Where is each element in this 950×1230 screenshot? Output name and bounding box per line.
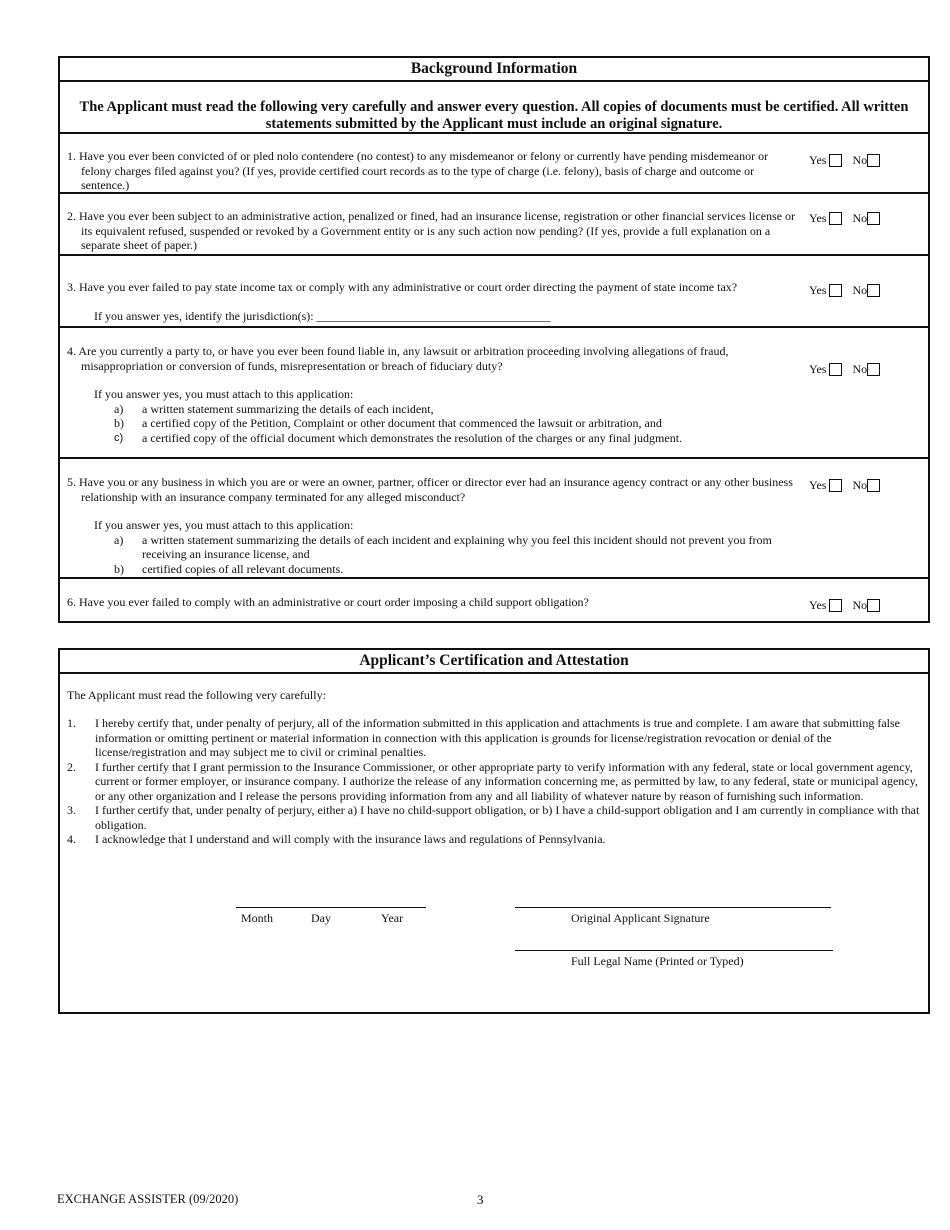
list-text: a certified copy of the official document which demonstrates the resolution of the charges or any final judgment. — [142, 430, 683, 445]
no-checkbox[interactable] — [867, 479, 880, 492]
yes-checkbox[interactable] — [829, 599, 842, 612]
yes-no-answer — [809, 282, 899, 298]
background-information-section — [58, 56, 930, 623]
printed-name-label: Full Legal Name (Printed or Typed) — [571, 954, 744, 968]
question-text: 5. Have you or any business in which you are or were an owner, partner, officer or director ever had an insurance agency contract or any other business relationship with an insurance company terminated for any alleged misconduct? — [67, 475, 793, 504]
list-item — [94, 533, 784, 562]
certification-intro: The Applicant must read the following very carefully: — [67, 688, 326, 702]
item-number: 2. — [67, 759, 76, 774]
question-text: 2. Have you ever been subject to an administrative action, penalized or fined, had an insurance license, registration or other financial services license or its equivalent refused, suspended or revoked by a Government entity or is any such action now pending? (If yes, provide a full explanation on a separate sheet of paper.) — [67, 209, 796, 252]
question-text: 1. Have you ever been convicted of or pled nolo contendere (no contest) to any misdemeanor or felony or currently have pending misdemeanor or felony charges filed against you? (If yes, provide certified court records as to the type of charge (i.e. felony), basis of charge and outcome or sentence.) — [67, 149, 769, 192]
yes-label: Yes — [809, 362, 827, 376]
yes-label: Yes — [809, 598, 827, 612]
yes-no-answer — [809, 361, 899, 377]
question-text: 3. Have you ever failed to pay state income tax or comply with any administrative or court order directing the payment of state income tax? — [67, 280, 738, 294]
page-number: 3 — [477, 1192, 484, 1207]
list-text: a certified copy of the Petition, Complaint or other document that commenced the lawsuit or arbitration, and — [142, 416, 662, 430]
item-text: I acknowledge that I understand and will comply with the insurance laws and regulations of Pennsylvania. — [95, 832, 606, 846]
certification-item — [67, 716, 923, 760]
yes-checkbox[interactable] — [829, 154, 842, 167]
list-text: a written statement summarizing the details of each incident, — [142, 401, 434, 416]
list-marker: a) — [114, 532, 124, 547]
attachment-intro: If you answer yes, you must attach to this application: — [94, 518, 354, 532]
yes-checkbox[interactable] — [829, 212, 842, 225]
item-text: I further certify that, under penalty of perjury, either a) I have no child-support obligation, or b) I have a child-support obligation and I am currently in compliance with that obligation. — [95, 803, 920, 832]
form-identifier: EXCHANGE ASSISTER (09/2020) — [57, 1192, 239, 1206]
no-label: No — [852, 478, 868, 492]
list-marker: a) — [114, 401, 124, 416]
no-checkbox[interactable] — [867, 599, 880, 612]
yes-label: Yes — [809, 283, 827, 297]
attachment-requirements — [94, 387, 784, 445]
day-label: Day — [311, 911, 331, 925]
certification-item — [67, 803, 923, 832]
item-number: 4. — [67, 832, 76, 846]
question-text: 4. Are you currently a party to, or have you ever been found liable in, any lawsuit or arbitration proceeding involving allegations of fraud, misappropriation or conversion of funds, misrepresentation or breach of fiduciary duty? — [67, 344, 729, 373]
section-intro: The Applicant must read the following very carefully and answer every question. All copies of documents must be certified. All written statements submitted by the Applicant must include an original signature. — [60, 82, 928, 134]
item-text: I further certify that I grant permission to the Insurance Commissioner, or other appropriate party to verify information with any federal, state or local government agency, current or former employer, or insurance company. I authorize the release of any information concerning me, as permitted by law, to any federal, state or municipal agency, or any other organization and I release the persons providing information from any and all liability of whatever nature by reason of furnishing such information. — [95, 759, 918, 803]
no-label: No — [852, 211, 868, 225]
list-marker: b) — [114, 416, 124, 430]
attachment-requirements — [94, 518, 784, 576]
yes-checkbox[interactable] — [829, 479, 842, 492]
list-text: a written statement summarizing the details of each incident and explaining why you feel this incident should not prevent you from receiving an insurance license, and — [142, 532, 772, 561]
question-3 — [60, 256, 928, 328]
no-label: No — [852, 283, 868, 297]
list-item — [94, 562, 784, 577]
signature-label: Original Applicant Signature — [571, 911, 710, 925]
no-checkbox[interactable] — [867, 154, 880, 167]
no-label: No — [852, 153, 868, 167]
item-text: I hereby certify that, under penalty of perjury, all of the information submitted in this application and attachments is true and complete. I am aware that submitting false information or omitting pertinent or material information in connection with this application is grounds for license/registration revocation or denial of the license/registration and may subject me to civil or criminal penalties. — [95, 716, 900, 759]
certification-item — [67, 760, 923, 804]
list-text: certified copies of all relevant documents. — [142, 561, 344, 576]
no-checkbox[interactable] — [867, 284, 880, 297]
certification-section — [58, 648, 930, 1014]
yes-checkbox[interactable] — [829, 363, 842, 376]
no-label: No — [852, 362, 868, 376]
month-label: Month — [241, 911, 274, 925]
yes-no-answer — [809, 152, 899, 168]
yes-no-answer — [809, 477, 899, 493]
yes-label: Yes — [809, 478, 827, 492]
printed-name-line[interactable] — [515, 950, 833, 951]
yes-no-answer — [809, 210, 899, 226]
date-line[interactable] — [236, 907, 426, 908]
certification-item — [67, 832, 923, 847]
yes-label: Yes — [809, 153, 827, 167]
question-1 — [60, 134, 928, 194]
no-checkbox[interactable] — [867, 212, 880, 225]
attachment-intro: If you answer yes, you must attach to this application: — [94, 387, 354, 401]
signature-line[interactable] — [515, 907, 831, 908]
section-title: Background Information — [60, 58, 928, 82]
question-5 — [60, 459, 928, 579]
question-2 — [60, 194, 928, 256]
jurisdiction-line: If you answer yes, identify the jurisdiction(s): _______________________________________ — [94, 309, 551, 323]
list-item — [94, 431, 784, 446]
section-title: Applicant’s Certification and Attestation — [60, 650, 928, 674]
no-label: No — [852, 598, 868, 612]
yes-label: Yes — [809, 211, 827, 225]
list-marker: c) — [114, 431, 124, 444]
year-label: Year — [381, 911, 404, 925]
list-item — [94, 402, 784, 417]
question-text: 6. Have you ever failed to comply with an administrative or court order imposing a child support obligation? — [67, 595, 589, 609]
list-marker: b) — [114, 561, 124, 576]
item-number: 1. — [67, 716, 76, 730]
list-item — [94, 416, 784, 431]
yes-no-answer — [809, 597, 899, 613]
question-6 — [60, 579, 928, 623]
certification-list — [67, 716, 923, 847]
question-4 — [60, 328, 928, 459]
no-checkbox[interactable] — [867, 363, 880, 376]
yes-checkbox[interactable] — [829, 284, 842, 297]
item-number: 3. — [67, 803, 76, 817]
